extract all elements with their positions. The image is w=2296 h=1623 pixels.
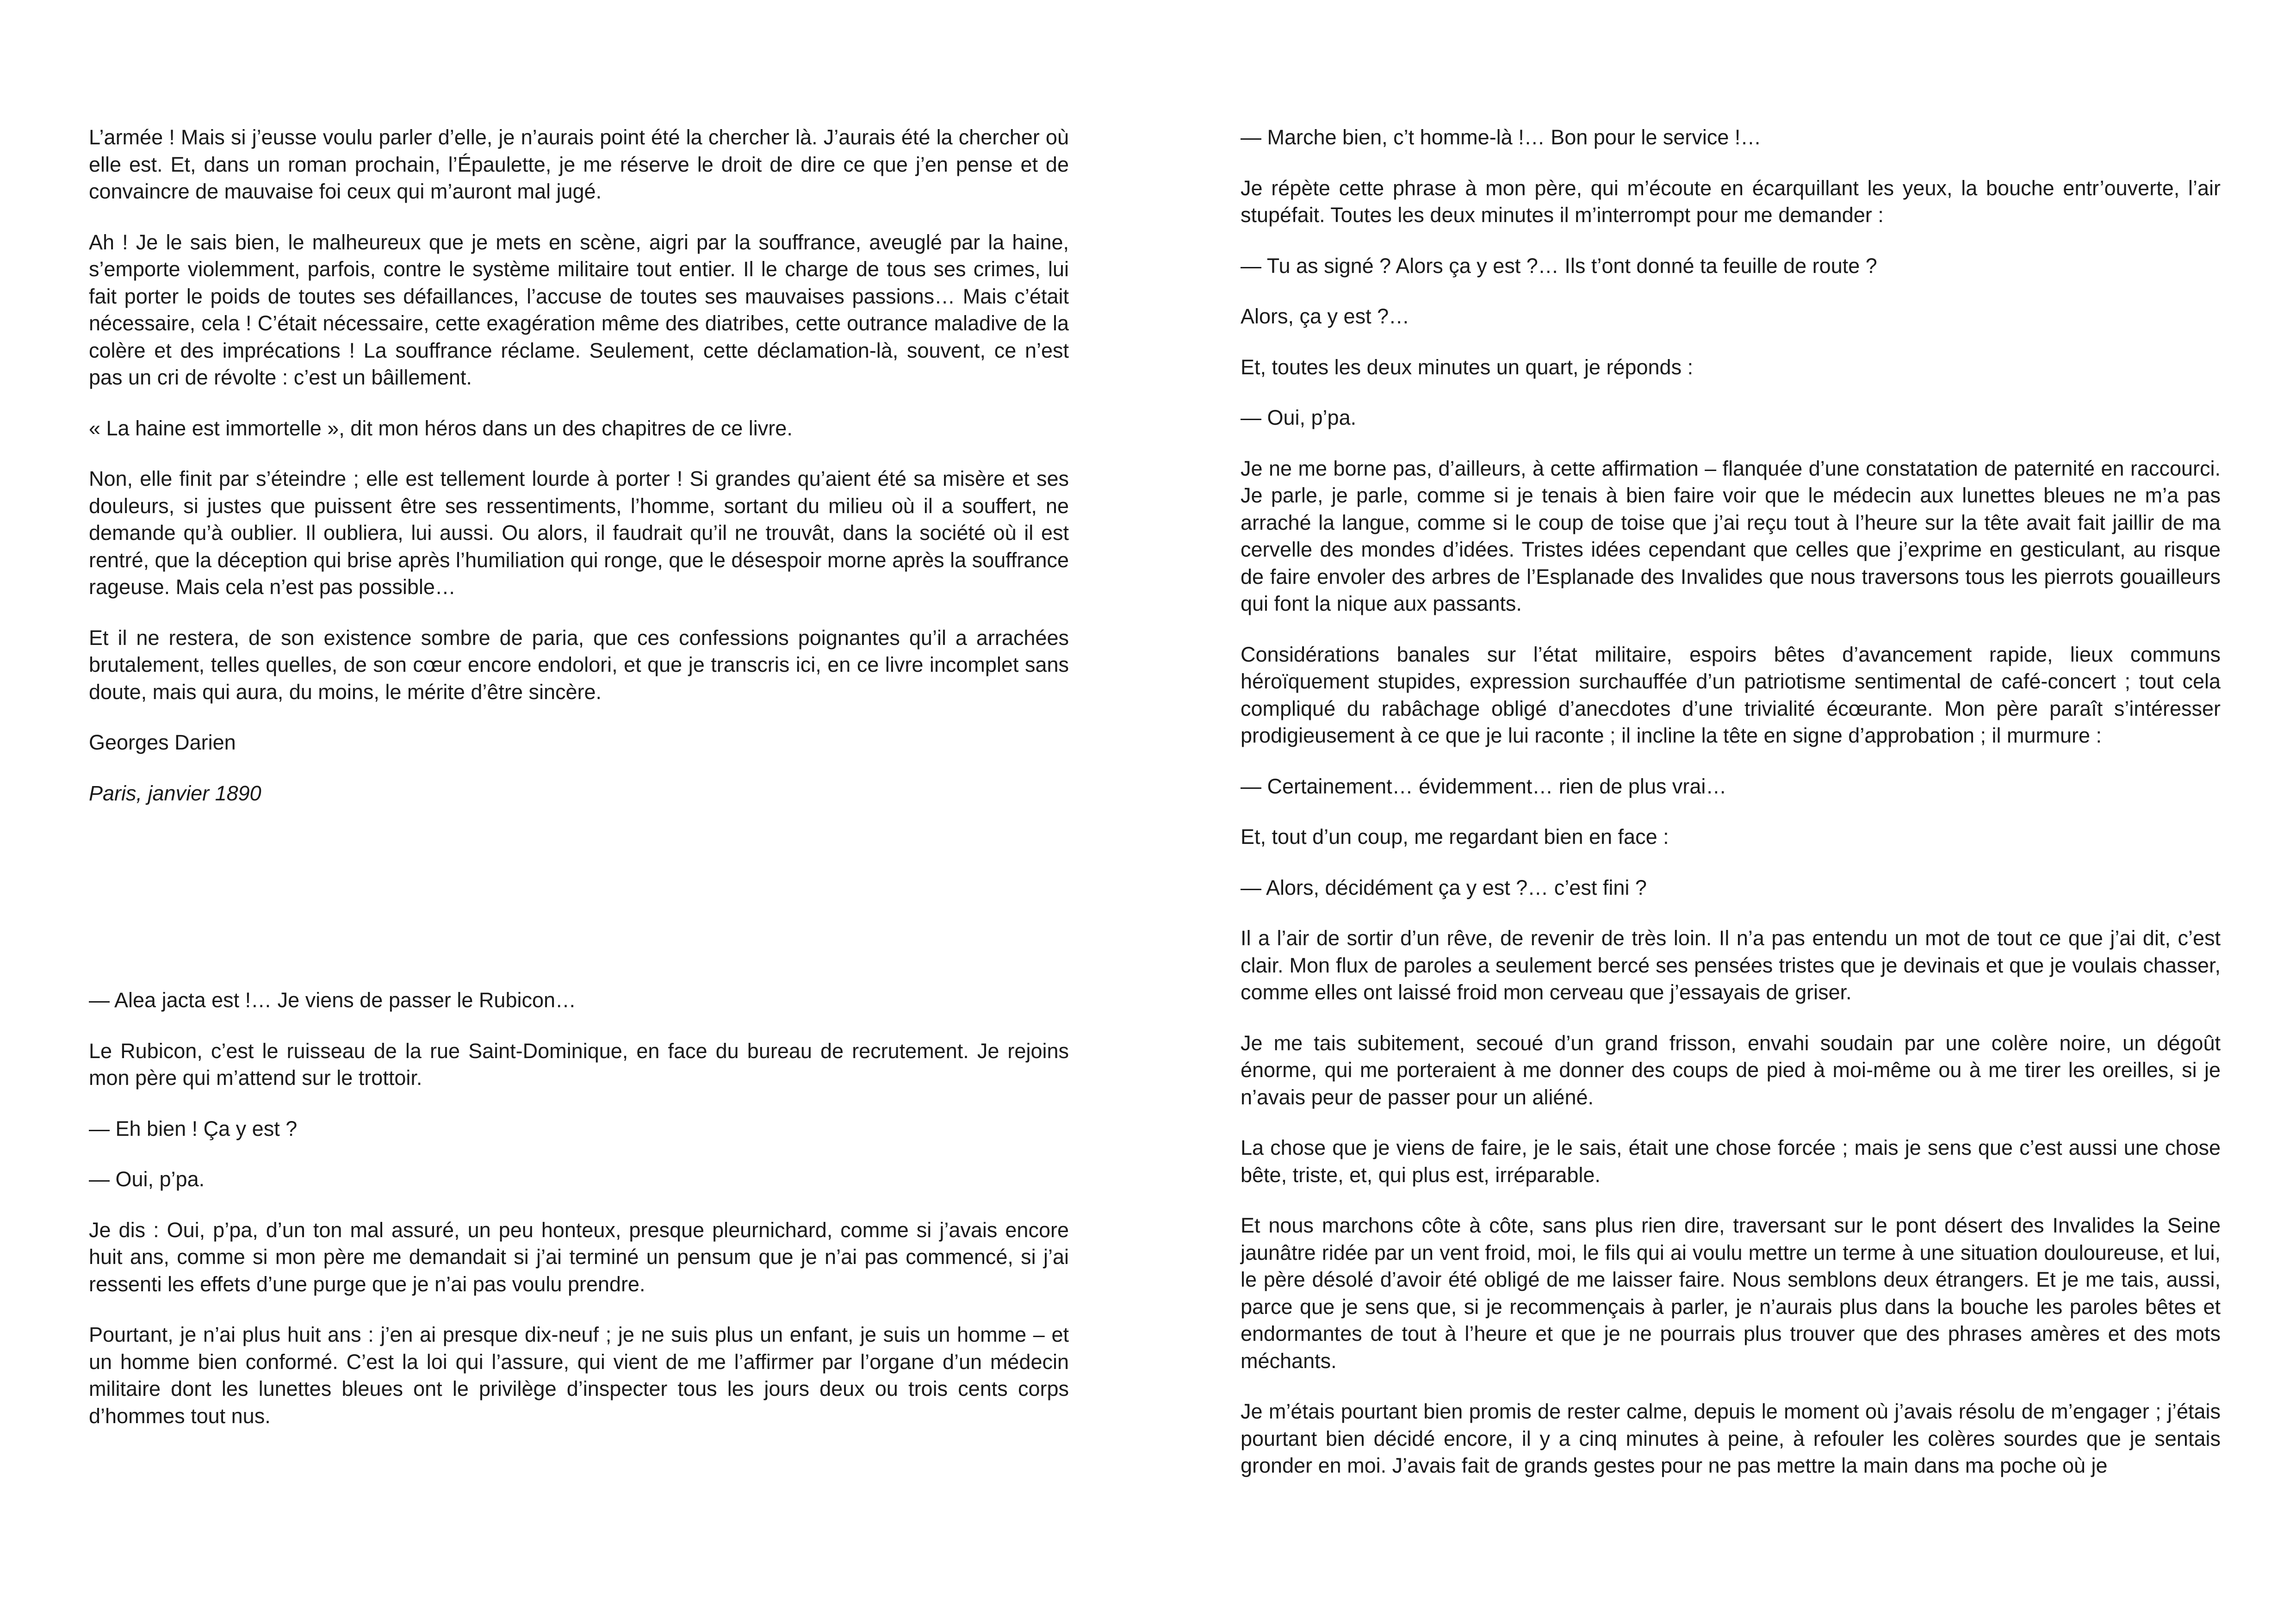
right-paragraph-10: Et, tout d’un coup, me regardant bien en face : xyxy=(1241,825,1669,849)
chapter-paragraph-3: — Eh bien ! Ça y est ? xyxy=(89,1116,298,1140)
chapter-paragraph-4: — Oui, p’pa. xyxy=(89,1167,205,1191)
right-paragraph-1: — Marche bien, c’t homme-là !… Bon pour le service !… xyxy=(1241,125,1762,149)
preface-paragraph-4: Non, elle finit par s’éteindre ; elle est tellement lourde à porter ! Si grandes qu’aient été sa misère et ses douleurs, si justes que puissent être ses ressentiments, l’homme, sortant du milieu où il a souffert, ne demande qu’à oublier. Il oubliera, lui aussi. Ou alors, il faudrait qu’il ne trouvât, dans la société où il est rentré, que la déception qui brise après l’humiliation qui ronge, que le désespoir morne après la souffrance rageuse. Mais cela n’est pas possible… xyxy=(89,467,1069,599)
right-paragraph-3: — Tu as signé ? Alors ça y est ?… Ils t’ont donné ta feuille de route ? xyxy=(1241,254,1877,278)
chapter-paragraph-2: Le Rubicon, c’est le ruisseau de la rue Saint-Dominique, en face du bureau de recrutement. Je rejoins mon père qui m’attend sur le trottoir. xyxy=(89,1039,1069,1090)
preface-paragraph-1: L’armée ! Mais si j’eusse voulu parler d’elle, je n’aurais point été la chercher là. J’aurais été la chercher où elle est. Et, dans un roman prochain, l’Épaulette, je me réserve le droit de dire ce que j’en pense et de convaincre de mauvaise foi ceux qui m’auront mal jugé. xyxy=(89,125,1069,203)
right-paragraph-7: Je ne me borne pas, d’ailleurs, à cette affirmation – flanquée d’une constatation de paternité en raccourci. Je parle, je parle, comme si je tenais à bien faire voir que le médecin aux lunettes bleues ne m’a pas arraché la langue, comme si le coup de toise que j’ai reçu tout à l’heure sur la tête avait fait jaillir de ma cervelle des mondes d’idées. Tristes idées cependant que celles que j’exprime en gesticulant, au risque de faire envoler des arbres de l’Esplanade des Invalides que nous traversons tous les pierrots gouailleurs qui font la nique aux passants. xyxy=(1241,456,2221,615)
right-paragraph-13: Je me tais subitement, secoué d’un grand frisson, envahi soudain par une colère noire, un dégoût énorme, qui me porteraient à me donner des coups de pied à moi-même ou à me tirer les oreilles, si je n’avais peur de passer pour un aliéné. xyxy=(1241,1031,2221,1109)
preface-paragraph-2: Ah ! Je le sais bien, le malheureux que je mets en scène, aigri par la souffrance, aveuglé par la haine, s’emporte violemment, parfois, contre le système militaire tout entier. Il le charge de tous ses crimes, lui fait porter le poids de toutes ses défaillances, l’accuse de toutes ses mauvaises passions… Mais c’était nécessaire, cela ! C’était nécessaire, cette exagération même des diatribes, cette outrance maladive de la colère et des imprécations ! La souffrance réclame. Seulement, cette déclamation-là, souvent, ce n’est pas un cri de révolte : c’est un bâillement. xyxy=(89,230,1069,389)
left-text-column xyxy=(89,124,1069,1453)
chapter-paragraph-1: — Alea jacta est !… Je viens de passer le Rubicon… xyxy=(89,988,577,1012)
right-paragraph-8: Considérations banales sur l’état militaire, espoirs bêtes d’avancement rapide, lieux communs héroïquement stupides, expression surchauffée d’un patriotisme sentimental de café-concert ; tout cela compliqué du rabâchage obligé d’anecdotes d’une trivialité écœurante. Mon père paraît s’intéresser prodigieusement à ce que je lui raconte ; il incline la tête en signe d’approbation ; il murmure : xyxy=(1241,642,2221,747)
right-paragraph-16: Je m’étais pourtant bien promis de rester calme, depuis le moment où j’avais résolu de m’engager ; j’étais pourtant bien décidé encore, il y a cinq minutes à peine, à refouler les colères sourdes que je sentais gronder en moi. J’avais fait de grands gestes pour ne pas mettre la main dans ma poche où je xyxy=(1241,1400,2221,1477)
right-paragraph-11: — Alors, décidément ça y est ?… c’est fini ? xyxy=(1241,875,1647,899)
right-paragraph-14: La chose que je viens de faire, je le sais, était une chose forcée ; mais je sens que c’est aussi une chose bête, triste, et, qui plus est, irréparable. xyxy=(1241,1136,2221,1187)
preface-paragraph-5: Et il ne restera, de son existence sombre de paria, que ces confessions poignantes qu’il a arrachées brutalement, telles quelles, de son cœur encore endolori, et que je transcris ici, en ce livre incomplet sans doute, mais qui aura, du moins, le mérite d’être sincère. xyxy=(89,626,1069,704)
right-paragraph-6: — Oui, p’pa. xyxy=(1241,406,1357,429)
right-page xyxy=(1148,0,2296,1623)
chapter-paragraph-5: Je dis : Oui, p’pa, d’un ton mal assuré, un peu honteux, presque pleurnichard, comme si j’avais encore huit ans, comme si mon père me demandait si j’ai terminé un pensum que je n’ai pas commencé, si j’ai ressenti les effets d’une purge que je n’ai pas voulu prendre. xyxy=(89,1218,1069,1296)
right-paragraph-4: Alors, ça y est ?… xyxy=(1241,304,1410,328)
right-paragraph-9: — Certainement… évidemment… rien de plus vrai… xyxy=(1241,774,1727,798)
right-paragraph-2: Je répète cette phrase à mon père, qui m’écoute en écarquillant les yeux, la bouche entr’ouverte, l’air stupéfait. Toutes les deux minutes il m’interrompt pour me demander : xyxy=(1241,176,2221,227)
chapter-paragraph-6: Pourtant, je n’ai plus huit ans : j’en ai presque dix-neuf ; je ne suis plus un enfant, je suis un homme – et un homme bien conformé. C’est la loi qui l’assure, qui vient de me l’affirmer par l’organe d’un médecin militaire dont les lunettes bleues ont le privilège d’inspecter tous les jours deux ou trois cents corps d’hommes tout nus. xyxy=(89,1323,1069,1428)
right-paragraph-15: Et nous marchons côte à côte, sans plus rien dire, traversant sur le pont désert des Invalides la Seine jaunâtre ridée par un vent froid, moi, le fils qui ai voulu mettre un terme à une situation douloureuse, et lui, le père désolé d’avoir été obligé de me laisser faire. Nous semblons deux étrangers. Et je me tais, aussi, parce que je sens que, si je recommençais à parler, je n’aurais plus dans la bouche les paroles bêtes et endormantes de tout à l’heure et que je ne pourrais plus trouver que des phrases amères et des mots méchants. xyxy=(1241,1214,2221,1373)
author-signature: Georges Darien xyxy=(89,731,236,754)
place-date: Paris, janvier 1890 xyxy=(89,781,261,805)
right-paragraph-12: Il a l’air de sortir d’un rêve, de revenir de très loin. Il n’a pas entendu un mot de tout ce que j’ai dit, c’est clair. Mon flux de paroles a seulement bercé ses pensées tristes que je devinais et que je voulais chasser, comme elles ont laissé froid mon cerveau que j’essayais de griser. xyxy=(1241,926,2221,1004)
right-text-column xyxy=(1241,124,2221,1503)
right-paragraph-5: Et, toutes les deux minutes un quart, je réponds : xyxy=(1241,355,1694,379)
preface-paragraph-3: « La haine est immortelle », dit mon héros dans un des chapitres de ce livre. xyxy=(89,416,793,440)
